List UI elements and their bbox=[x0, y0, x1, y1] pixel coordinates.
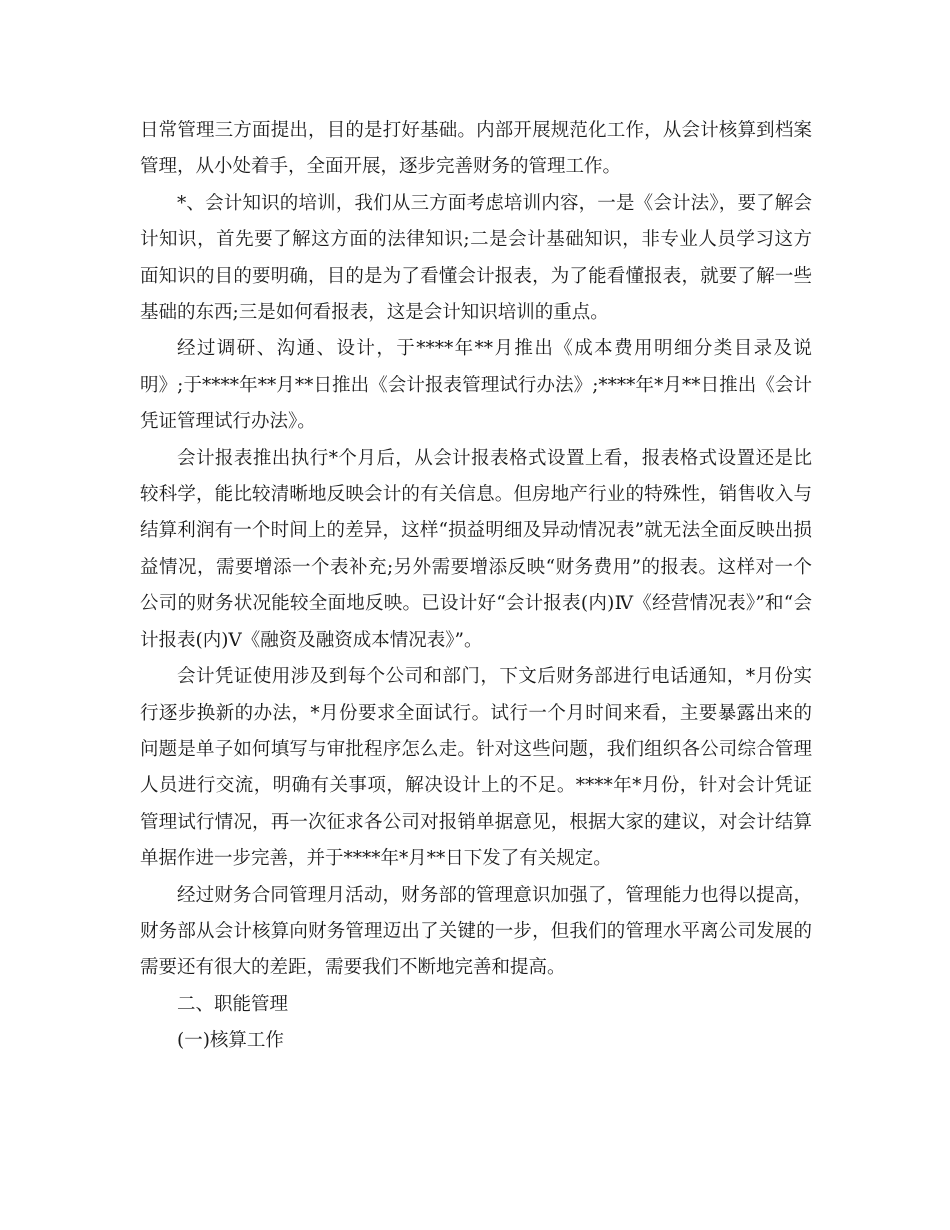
document-body bbox=[140, 113, 812, 1060]
paragraph-reports: 会计报表推出执行*个月后，从会计报表格式设置上看，报表格式设置还是比较科学，能比较清晰地反映会计的有关信息。但房地产行业的特殊性，销售收入与结算利润有一个时间上的差异，这样“损益明细及异动情况表”就无法全面反映出损益情况，需要增添一个表补充;另外需要增添反映“财务费用”的报表。这样对一个公司的财务状况能较全面地反映。已设计好“会计报表(内)Ⅳ《经营情况表》”和“会计报表(内)Ⅴ《融资及融资成本情况表》”。 bbox=[140, 447, 812, 651]
paragraph-continued: 日常管理三方面提出，目的是打好基础。内部开展规范化工作，从会计核算到档案管理，从小处着手，全面开展，逐步完善财务的管理工作。 bbox=[140, 120, 812, 178]
paragraph-research: 经过调研、沟通、设计，于****年**月推出《成本费用明细分类目录及说明》;于****年**月**日推出《会计报表管理试行办法》;****年*月**日推出《会计凭证管理试行办法》。 bbox=[140, 338, 812, 433]
subsection-heading: (一)核算工作 bbox=[177, 1030, 284, 1052]
paragraph-vouchers: 会计凭证使用涉及到每个公司和部门，下文后财务部进行电话通知，*月份实行逐步换新的办法，*月份要求全面试行。试行一个月时间来看，主要暴露出来的问题是单子如何填写与审批程序怎么走。针对这些问题，我们组织各公司综合管理人员进行交流，明确有关事项，解决设计上的不足。****年*月份，针对会计凭证管理试行情况，再一次征求各公司对报销单据意见，根据大家的建议，对会计结算单据作进一步完善，并于****年*月**日下发了有关规定。 bbox=[140, 666, 812, 870]
paragraph-training: *、会计知识的培训，我们从三方面考虑培训内容，一是《会计法》，要了解会计知识，首先要了解这方面的法律知识;二是会计基础知识，非专业人员学习这方面知识的目的要明确，目的是为了看懂会计报表，为了能看懂报表，就要了解一些基础的东西;三是如何看报表，这是会计知识培训的重点。 bbox=[140, 192, 812, 324]
paragraph-summary: 经过财务合同管理月活动，财务部的管理意识加强了，管理能力也得以提高，财务部从会计核算向财务管理迈出了关键的一步，但我们的管理水平离公司发展的需要还有很大的差距，需要我们不断地完善和提高。 bbox=[140, 884, 812, 979]
section-heading: 二、职能管理 bbox=[177, 993, 289, 1015]
